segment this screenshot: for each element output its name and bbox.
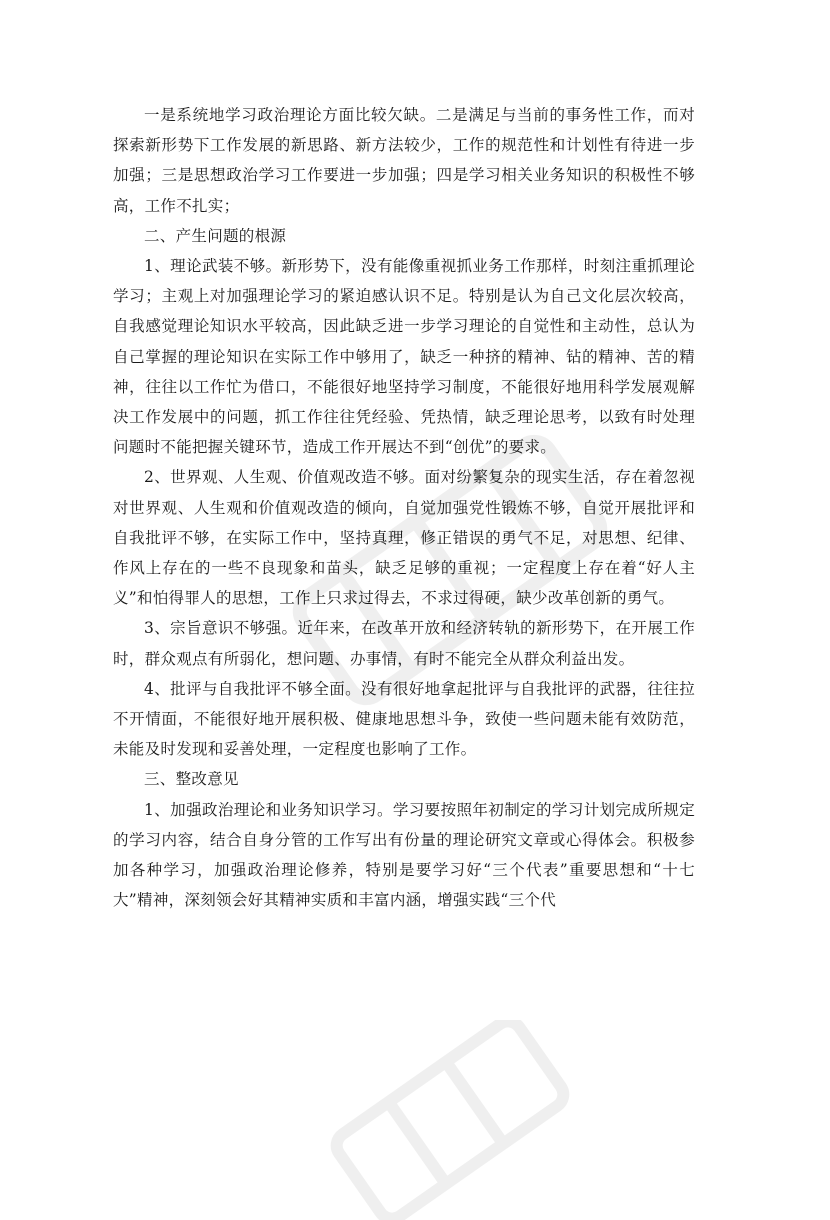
document-body xyxy=(113,100,695,915)
paragraph-worldview-reform: 2、世界观、人生观、价值观改造不够。面对纷繁复杂的现实生活，存在着忽视对世界观、人生观和价值观改造的倾向，自觉加强党性锻炼不够，自觉开展批评和自我批评不够，在实际工作中，坚持真理，修正错误的勇气不足，对思想、纪律、作风上存在的一些不良现象和苗头，缺乏足够的重视；一定程度上存在着“好人主义”和怕得罪人的思想，工作上只求过得去，不求过得硬，缺少改革创新的勇气。 xyxy=(113,468,695,608)
paragraph-intro-problems: 一是系统地学习政治理论方面比较欠缺。二是满足与当前的事务性工作，而对探索新形势下工作发展的新思路、新方法较少，工作的规范性和计划性有待进一步加强；三是思想政治学习工作要进一步加强；四是学习相关业务知识的积极性不够高，工作不扎实； xyxy=(113,106,695,215)
paragraph-strengthen-study: 1、加强政治理论和业务知识学习。学习要按照年初制定的学习计划完成所规定的学习内容，结合自身分管的工作写出有份量的理论研究文章或心得体会。积极参加各种学习，加强政治理论修养，特别是要学习好“三个代表”重要思想和“十七大”精神，深刻领会好其精神实质和丰富内涵，增强实践“三个代 xyxy=(113,800,695,910)
watermark-stamp-bottom xyxy=(300,1020,600,1220)
paragraph-purpose-awareness: 3、宗旨意识不够强。近年来，在改革开放和经济转轨的新形势下，在开展工作时，群众观点有所弱化，想问题、办事情，有时不能完全从群众利益出发。 xyxy=(113,619,695,668)
section-heading-root-causes: 二、产生问题的根源 xyxy=(144,226,287,245)
paragraph-criticism: 4、批评与自我批评不够全面。没有很好地拿起批评与自我批评的武器，往往拉不开情面，不能很好地开展积极、健康地思想斗争，致使一些问题未能有效防范，未能及时发现和妥善处理，一定程度也影响了工作。 xyxy=(113,679,695,759)
section-heading-rectification: 三、整改意见 xyxy=(144,770,239,789)
paragraph-theory-armament: 1、理论武装不够。新形势下，没有能像重视抓业务工作那样，时刻注重抓理论学习；主观上对加强理论学习的紧迫感认识不足。特别是认为自己文化层次较高，自我感觉理论知识水平较高，因此缺乏进一步学习理论的自觉性和主动性，总认为自己掌握的理论知识在实际工作中够用了，缺乏一种挤的精神、钻的精神、苦的精神，往往以工作忙为借口，不能很好地坚持学习制度，不能很好地用科学发展观解决工作发展中的问题，抓工作往往凭经验、凭热情，缺乏理论思考，以致有时处理问题时不能把握关键环节，造成工作开展达不到“创优”的要求。 xyxy=(113,257,695,457)
